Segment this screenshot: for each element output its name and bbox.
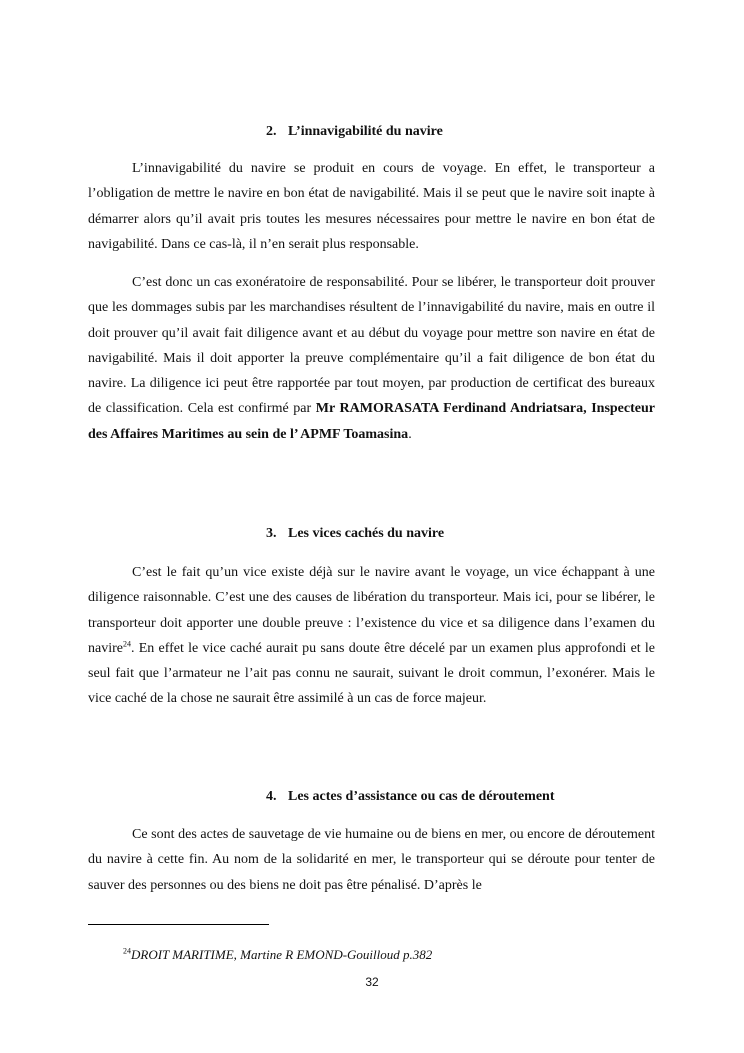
paragraph: Ce sont des actes de sauvetage de vie humaine ou de biens en mer, ou encore de déroutement du navire à cette fin. Au nom de la solidarité en mer, le transporteur qui se déroute pour tenter de sauver des personnes ou des biens ne doit pas être pénalisé. D’après le	[88, 827, 655, 893]
paragraph-text: C’est le fait qu’un vice existe déjà sur le navire avant le voyage, un vice échappant à une diligence raisonnable. C’est une des causes de libération du transporteur. Mais ici, pour se libérer, le transporteur doit apporter une double preuve : l’existence du vice et sa diligence dans l’examen du navire	[88, 565, 655, 656]
section-heading-3	[266, 526, 444, 542]
paragraph	[88, 560, 655, 712]
footnote-reference[interactable]: 24	[122, 639, 131, 649]
paragraph-text-after: . En effet le vice caché aurait pu sans doute être décelé par un examen plus approfondi et le seul fait que l’armateur ne l’ait pas connu ne saurait, suivant le droit commun, l’exonérer. Mais le vice caché de la chose ne saurait être assimilé à un cas de force majeur.	[88, 640, 655, 707]
section-number: 2.	[266, 124, 277, 139]
paragraph: L’innavigabilité du navire se produit en cours de voyage. En effet, le transporteur a l’obligation de mettre le navire en bon état de navigabilité. Mais il se peut que le navire soit inapte à démarrer alors qu’il avait pris toutes les mesures nécessaires pour mettre le navire en bon état de navigabilité. Dans ce cas-là, il n’en serait plus responsable.	[88, 161, 655, 252]
section-heading-4	[266, 789, 555, 805]
footnote	[123, 947, 432, 963]
footnote-text: DROIT MARITIME, Martine R EMOND-Gouilloud p.382	[131, 947, 433, 962]
section-title: Les actes d’assistance ou cas de déroutement	[288, 789, 555, 804]
section-heading-2	[266, 124, 443, 140]
bold-citation: Mr RAMORASATA Ferdinand Andriatsara, Inspecteur des Affaires Maritimes au sein de l’ APMF Toamasina	[88, 401, 655, 442]
section-title: Les vices cachés du navire	[288, 526, 445, 541]
footnote-number: 24	[123, 946, 131, 956]
paragraph-text: C’est donc un cas exonératoire de responsabilité. Pour se libérer, le transporteur doit prouver que les dommages subis par les marchandises résultent de l’innavigabilité du navire, mais en outre il doit prouver qu’il avait fait diligence avant et au début du voyage pour mettre son navire en état de navigabilité. Mais il doit apporter la preuve complémentaire qu’il a fait diligence de bon état du navire. La diligence ici peut être rapportée par tout moyen, par production de certificat des bureaux de classification. Cela est confirmé par	[88, 275, 655, 417]
section-title: L’innavigabilité du navire	[288, 124, 443, 139]
paragraph-end: .	[408, 426, 412, 442]
page-number: 32	[365, 975, 379, 989]
paragraph	[88, 270, 655, 447]
section-number: 3.	[266, 526, 277, 541]
footnote-separator	[88, 924, 269, 925]
section-number: 4.	[266, 789, 277, 804]
